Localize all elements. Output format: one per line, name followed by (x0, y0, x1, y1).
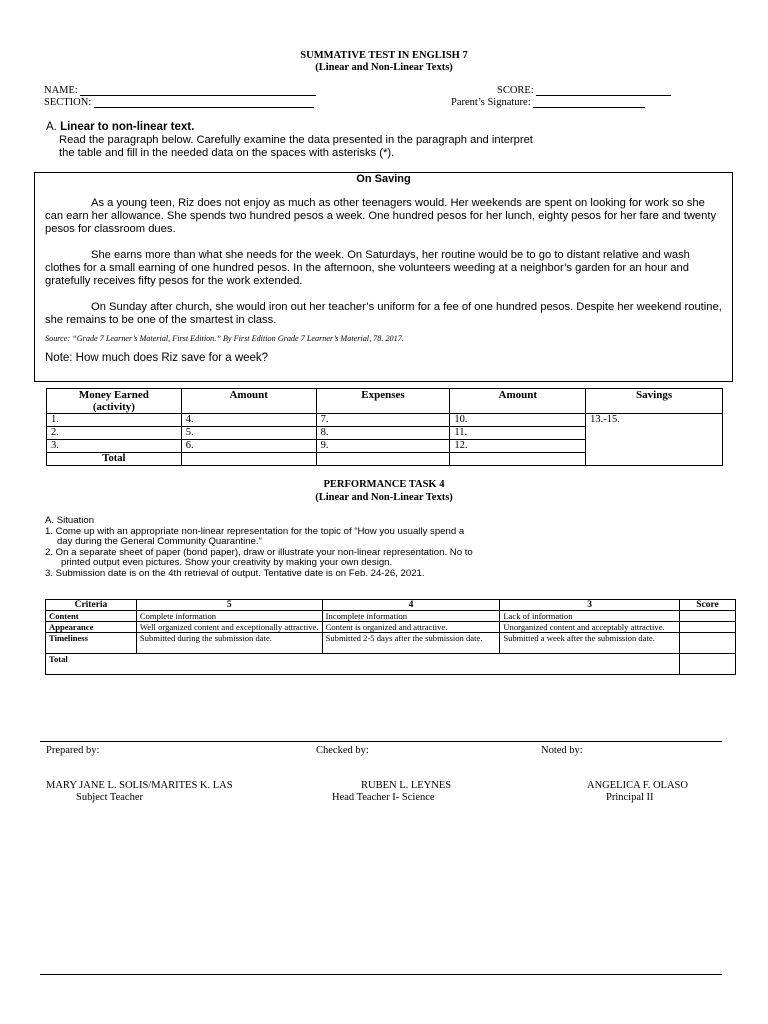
signature-label: Parent’s Signature: (451, 97, 531, 108)
table-cell[interactable]: 5. (181, 427, 316, 440)
savings-header: Savings (586, 389, 723, 414)
amount-header: Amount (450, 389, 586, 414)
task-title: PERFORMANCE TASK 4 (323, 479, 445, 490)
prepared-by-label: Prepared by: (46, 745, 100, 756)
noted-name: ANGELICA F. OLASO (587, 780, 688, 791)
score-cell[interactable] (680, 611, 736, 622)
name-row (44, 85, 316, 96)
signature-divider (40, 741, 722, 742)
criterion-appearance: Appearance (46, 622, 137, 633)
rubric-table (45, 599, 736, 675)
task-instructions (45, 516, 473, 579)
task-item-3: 3. Submission date is on the 4th retrieval of output. Tentative date is on Feb. 24-26, 2021. (45, 567, 425, 579)
table-row (46, 622, 736, 633)
amount-header: Amount (181, 389, 316, 414)
signature-field[interactable] (533, 107, 645, 108)
table-cell[interactable] (181, 453, 316, 466)
table-cell[interactable]: 4. (181, 414, 316, 427)
table-cell: Lack of information (500, 611, 680, 622)
signature-row (451, 97, 645, 108)
total-label: Total (47, 453, 182, 466)
passage-paragraph-2: She earns more than what she needs for the week. On Saturdays, her routine would be to go to distant relative and wash clothes for a small earning of one hundred pesos. In the afternoon, she volunteers weeding at a neighbor’s garden for an hour and gratefully receives fifty pesos for the work extended. (45, 249, 690, 287)
part-a-heading (46, 121, 194, 133)
table-cell: Submitted during the submission date. (136, 633, 322, 654)
test-subtitle: (Linear and Non-Linear Texts) (315, 62, 453, 73)
table-cell: Submitted 2-5 days after the submission date. (322, 633, 500, 654)
table-cell[interactable] (450, 453, 586, 466)
rubric-total-label: Total (46, 654, 680, 675)
table-cell[interactable]: 7. (316, 414, 450, 427)
checked-role: Head Teacher I- Science (332, 792, 435, 803)
passage-note: Note: How much does Riz save for a week? (45, 352, 269, 364)
score-4-header: 4 (322, 600, 500, 611)
task-item-2-cont: printed output even pictures. Show your creativity by making your own design. (61, 557, 393, 568)
score-cell[interactable] (680, 622, 736, 633)
table-row (47, 414, 723, 427)
score-field[interactable] (536, 95, 671, 96)
table-cell[interactable]: 8. (316, 427, 450, 440)
score-5-header: 5 (136, 600, 322, 611)
table-row (46, 611, 736, 622)
savings-cell[interactable]: 13.-15. (586, 414, 723, 466)
score-cell[interactable] (680, 633, 736, 654)
score-label: SCORE: (497, 85, 534, 96)
table-cell: Content is organized and attractive. (322, 622, 500, 633)
part-a-instruction-2: the table and fill in the needed data on the spaces with asterisks (*). (59, 147, 395, 159)
prepared-role: Subject Teacher (76, 792, 143, 803)
passage-title: On Saving (356, 173, 411, 185)
money-earned-header: Money Earned (activity) (47, 389, 182, 414)
table-cell: Complete information (136, 611, 322, 622)
table-cell[interactable]: 3. (47, 440, 182, 453)
score-3-header: 3 (500, 600, 680, 611)
table-row (46, 633, 736, 654)
situation-label: A. Situation (45, 515, 95, 526)
section-label: SECTION: (44, 97, 92, 108)
score-row (497, 85, 671, 96)
table-cell: Well organized content and exceptionally attractive. (136, 622, 322, 633)
table-cell[interactable]: 1. (47, 414, 182, 427)
footer-divider (40, 974, 722, 975)
table-cell[interactable]: 6. (181, 440, 316, 453)
task-item-2: 2. On a separate sheet of paper (bond paper), draw or illustrate your non-linear representation. No to (45, 546, 473, 558)
criteria-header: Criteria (46, 600, 137, 611)
table-cell[interactable]: 11. (450, 427, 586, 440)
test-title: SUMMATIVE TEST IN ENGLISH 7 (300, 50, 468, 61)
checked-name: RUBEN L. LEYNES (361, 780, 452, 791)
table-cell[interactable]: 9. (316, 440, 450, 453)
name-label: NAME: (44, 85, 78, 96)
task-item-1-cont: day during the General Community Quarantine.” (57, 536, 262, 547)
task-subtitle: (Linear and Non-Linear Texts) (315, 492, 453, 503)
noted-by-label: Noted by: (541, 745, 583, 756)
score-header: Score (680, 600, 736, 611)
passage-box (34, 172, 733, 382)
passage-source: Source: “Grade 7 Learner’s Material, First Edition.” By First Edition Grade 7 Learner’s Material, 78. 2017. (45, 334, 404, 343)
criterion-content: Content (46, 611, 137, 622)
total-row (46, 654, 736, 675)
criterion-timeliness: Timeliness (46, 633, 137, 654)
table-cell: Submitted a week after the submission date. (500, 633, 680, 654)
checked-by-label: Checked by: (316, 745, 369, 756)
part-a-title: Linear to non-linear text. (60, 121, 195, 133)
noted-role: Principal II (606, 792, 654, 803)
section-field[interactable] (94, 107, 314, 108)
passage-paragraph-1: As a young teen, Riz does not enjoy as much as other teenagers would. Her weekends are spent on looking for work so she can earn her allowance. She spends two hundred pesos a week. One hundred pesos for her lunch, eighty pesos for her fare and twenty pesos for classroom dues. (45, 197, 717, 235)
task-item-1: 1. Come up with an appropriate non-linear representation for the topic of “How you usually spend a (45, 525, 465, 537)
money-table (46, 388, 723, 466)
part-a-instruction-1: Read the paragraph below. Carefully examine the data presented in the paragraph and interpret (59, 134, 533, 146)
table-cell: Unorganized content and acceptably attractive. (500, 622, 680, 633)
table-cell[interactable]: 2. (47, 427, 182, 440)
name-field[interactable] (80, 95, 316, 96)
expenses-header: Expenses (316, 389, 450, 414)
table-cell[interactable] (316, 453, 450, 466)
section-row (44, 97, 314, 108)
part-a-letter: A. (46, 121, 57, 133)
prepared-name: MARY JANE L. SOLIS/MARITES K. LAS (46, 780, 233, 791)
table-cell[interactable]: 12. (450, 440, 586, 453)
score-cell[interactable] (680, 654, 736, 675)
table-cell[interactable]: 10. (450, 414, 586, 427)
passage-paragraph-3: On Sunday after church, she would iron out her teacher’s uniform for a fee of one hundred pesos. Despite her weekend routine, she remains to be one of the smartest in class. (45, 301, 722, 326)
table-cell: Incomplete information (322, 611, 500, 622)
